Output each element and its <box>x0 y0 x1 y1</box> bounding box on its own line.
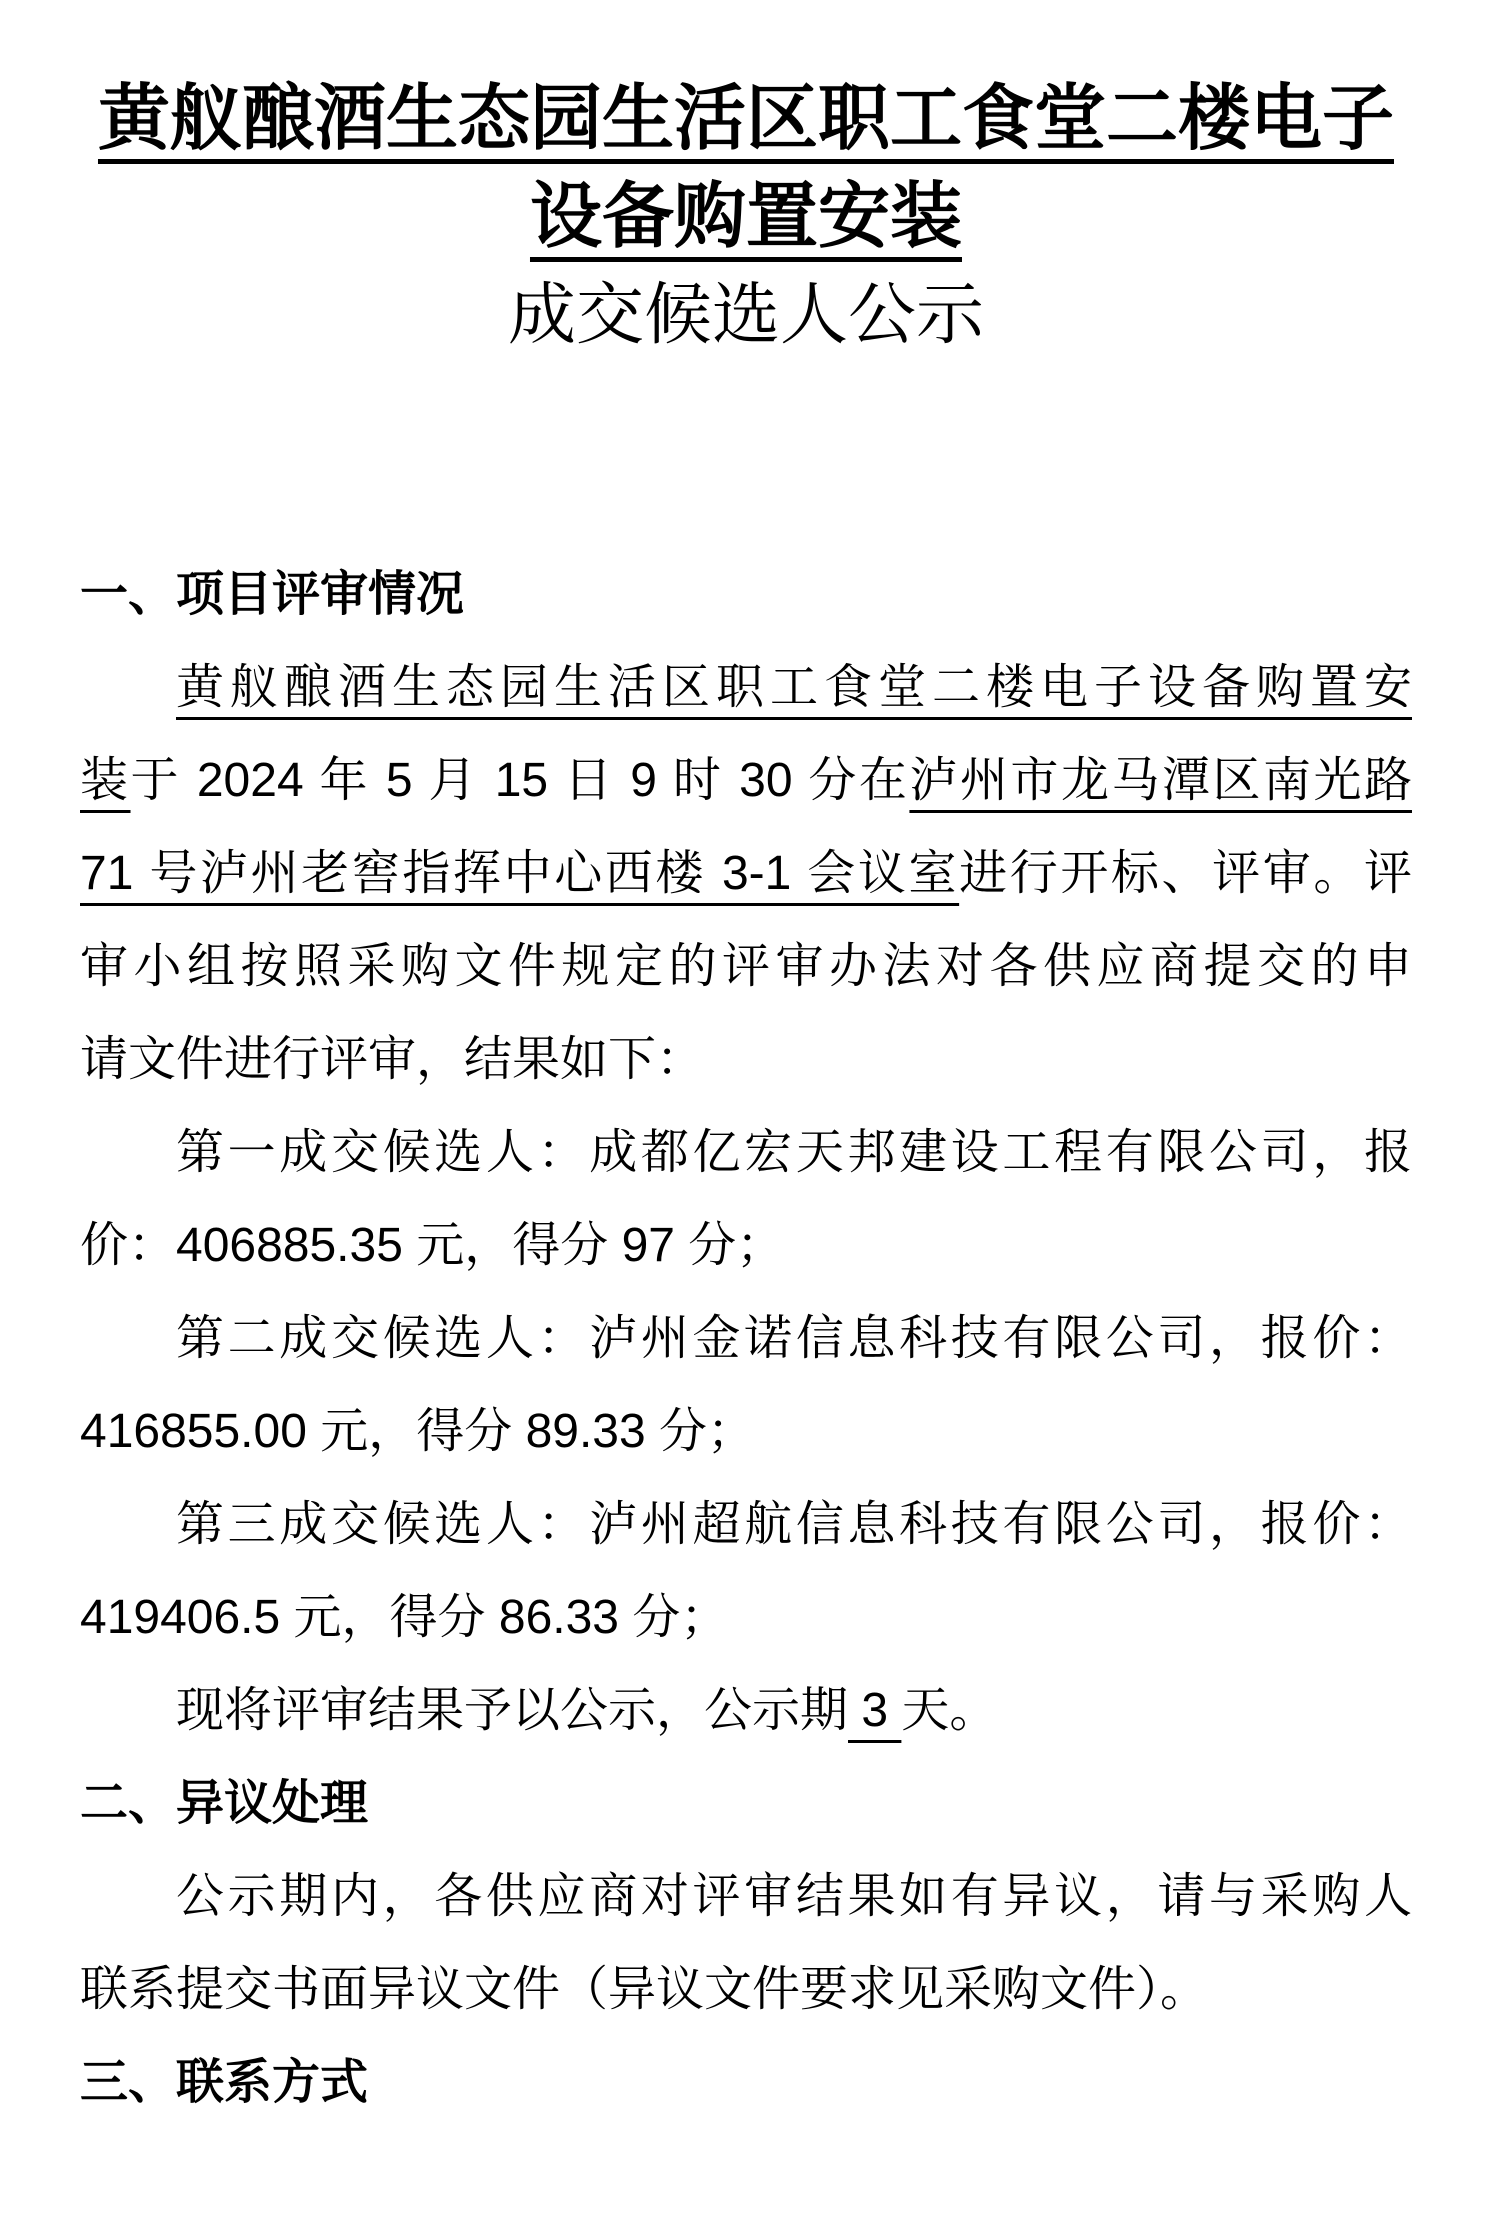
section-heading-1: 一、项目评审情况 <box>80 568 465 621</box>
title-underlined-text: 设备购置安装 <box>529 177 962 257</box>
document-title-line-2 <box>80 168 1412 266</box>
para2-line-1: 公示期内，各供应商对评审结果如有异议，请与采购人 <box>176 1870 1412 1923</box>
candidate2-line-2: 416855.00 元，得分 89.33 分； <box>80 1405 756 1458</box>
document-subtitle: 成交候选人公示 <box>507 277 984 353</box>
plain-text: 于 2024 年 5 月 15 日 9 时 30 分在 <box>130 754 910 807</box>
para1-line-2 <box>80 734 1412 827</box>
underlined-text: 装 <box>80 754 131 807</box>
document-title-block <box>80 70 1412 364</box>
para1-line-3 <box>80 827 1412 920</box>
para2-line-2: 联系提交书面异议文件（异议文件要求见采购文件）。 <box>80 1963 1209 2016</box>
section-heading-2: 二、异议处理 <box>80 1777 369 1830</box>
candidate3-line-1: 第三成交候选人：泸州超航信息科技有限公司，报价： <box>176 1498 1412 1551</box>
document-body <box>80 548 1412 2129</box>
underlined-text: 黄舣酿酒生态园生活区职工食堂二楼电子设备购置安 <box>176 661 1412 714</box>
publicity-days: 3 <box>848 1684 902 1737</box>
candidate3-line-2: 419406.5 元，得分 86.33 分； <box>80 1591 729 1644</box>
underlined-text: 71 号泸州老窖指挥中心西楼 3-1 会议室 <box>80 847 960 900</box>
publicity-notice-line <box>80 1664 1412 1757</box>
plain-text: 天。 <box>901 1684 998 1737</box>
plain-text: 现将评审结果予以公示，公示期 <box>176 1684 849 1737</box>
section-heading-3: 三、联系方式 <box>80 2056 369 2109</box>
candidate1-line-1: 第一成交候选人：成都亿宏天邦建设工程有限公司，报 <box>176 1126 1412 1179</box>
candidate1-line-2: 价：406885.35 元，得分 97 分； <box>80 1219 785 1272</box>
document-title-line-1 <box>80 70 1412 168</box>
plain-text: 进行开标、评审。评 <box>959 847 1412 900</box>
underlined-text: 泸州市龙马潭区南光路 <box>909 754 1412 807</box>
candidate2-line-1: 第二成交候选人：泸州金诺信息科技有限公司，报价： <box>176 1312 1412 1365</box>
para1-line-5: 请文件进行评审，结果如下： <box>80 1033 705 1086</box>
para1-line-4: 审小组按照采购文件规定的评审办法对各供应商提交的申 <box>80 940 1412 993</box>
para1-line-1 <box>80 641 1412 734</box>
title-underlined-text: 黄舣酿酒生态园生活区职工食堂二楼电子 <box>97 79 1394 159</box>
